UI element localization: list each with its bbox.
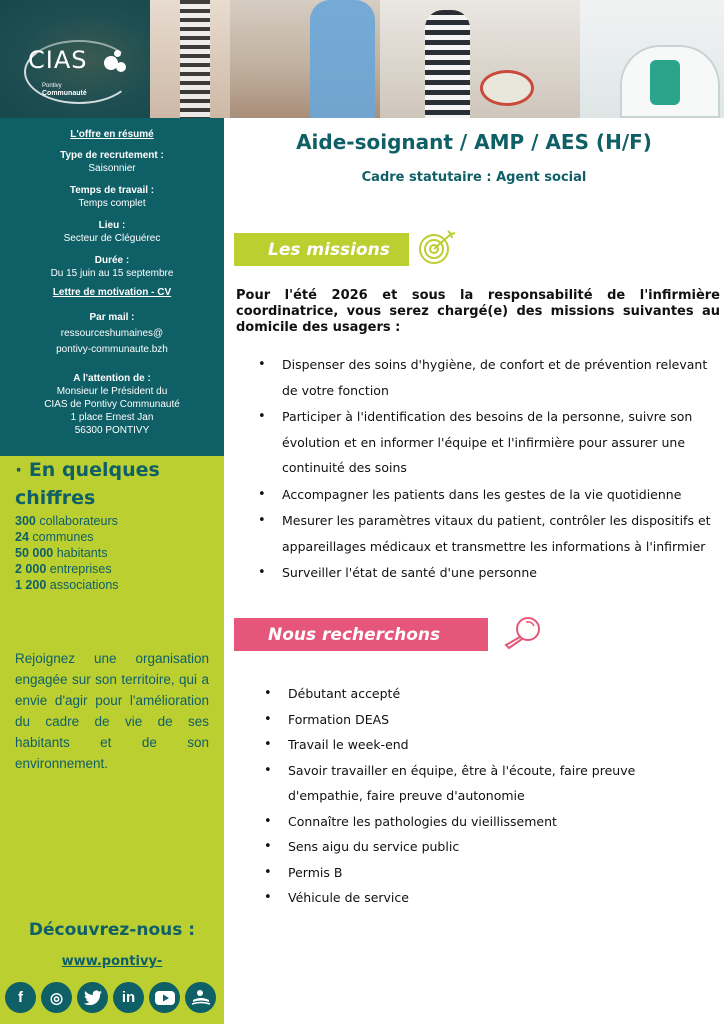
- logo-name: CIAS: [28, 46, 88, 74]
- target-icon: [417, 229, 457, 270]
- summary-field-time: [0, 184, 224, 210]
- logo-org-line2: Communauté: [42, 90, 87, 97]
- summary-field-place: [0, 219, 224, 245]
- figure-label: communes: [32, 530, 94, 544]
- field-value: Secteur de Cléguérec: [63, 233, 161, 244]
- missions-heading: Les missions: [234, 233, 409, 266]
- field-value: Du 15 juin au 15 septembre: [50, 268, 174, 279]
- figure-number: 50 000: [15, 546, 54, 560]
- list-item: • Permis B: [244, 860, 714, 886]
- list-item: • Accompagner les patients dans les gestes de la vie quotidienne: [238, 482, 718, 508]
- figure-label: entreprises: [49, 562, 112, 576]
- figure-item: [15, 561, 119, 577]
- header-banner: [0, 0, 724, 118]
- missions-section-header: [234, 233, 457, 266]
- list-item: • Sens aigu du service public: [244, 834, 714, 860]
- field-label: Temps de travail :: [69, 185, 155, 196]
- figure-label: habitants: [56, 546, 108, 560]
- banner-photo-nurse: [580, 0, 724, 118]
- figures-panel: [0, 456, 224, 1024]
- banner-photo-care: [230, 0, 380, 118]
- recherche-section-header: [234, 618, 546, 651]
- list-item: • Surveiller l'état de santé d'une personne: [238, 560, 718, 586]
- recherche-heading: Nous recherchons: [234, 618, 488, 651]
- pitch-text: Rejoignez une organisation engagée sur son territoire, qui a envie d'agir pour l'amélioration du cadre de vie de ses habitants et de son environnement.: [15, 651, 209, 771]
- list-item: • Travail le week-end: [244, 732, 714, 758]
- website-link[interactable]: www.pontivy-: [61, 954, 163, 969]
- figures-title-line1: · En quelques: [15, 459, 160, 481]
- job-title: Aide-soignant / AMP / AES (H/F): [296, 130, 652, 154]
- field-label: Lieu :: [98, 220, 126, 231]
- summary-field-duration: [0, 254, 224, 280]
- cias-logo: [24, 36, 134, 108]
- attention-line: 1 place Ernest Jan: [70, 412, 154, 423]
- attention-line: 56300 PONTIVY: [74, 425, 150, 436]
- mail-label: Par mail :: [89, 312, 135, 323]
- mail-block: [0, 310, 224, 358]
- figure-number: 1 200: [15, 578, 47, 592]
- attention-line: CIAS de Pontivy Communauté: [44, 399, 180, 410]
- territory-icon[interactable]: [185, 982, 216, 1013]
- figures-title: [15, 456, 160, 512]
- recherche-list: [244, 681, 714, 911]
- missions-intro: Pour l'été 2026 et sous la responsabilité de l'infirmière coordinatrice, vous serez chargé(e) des missions suivantes au domicile des usagers :: [236, 288, 720, 335]
- attention-line: Monsieur le Président du: [56, 386, 168, 397]
- magnifier-icon: [496, 615, 546, 654]
- application-docs: Lettre de motivation - CV: [52, 287, 172, 298]
- figure-label: associations: [49, 578, 119, 592]
- figure-item: [15, 529, 119, 545]
- figure-item: [15, 545, 119, 561]
- job-subtitle: Cadre statutaire : Agent social: [361, 170, 587, 185]
- figure-number: 24: [15, 530, 29, 544]
- social-links: [5, 982, 216, 1013]
- missions-list: [238, 352, 718, 587]
- attention-label: A l'attention de :: [73, 373, 151, 384]
- linkedin-icon[interactable]: in: [113, 982, 144, 1013]
- facebook-icon[interactable]: f: [5, 982, 36, 1013]
- list-item: • Débutant accepté: [244, 681, 714, 707]
- figure-label: collaborateurs: [39, 514, 118, 528]
- list-item: • Mesurer les paramètres vitaux du patient, contrôler les dispositifs et appareillages médicaux et transmettre les informations à l'infirmier: [238, 508, 718, 559]
- twitter-icon[interactable]: [77, 982, 108, 1013]
- logo-subtitle: [42, 83, 87, 97]
- figure-number: 300: [15, 514, 36, 528]
- field-value: Saisonnier: [88, 163, 136, 174]
- figure-number: 2 000: [15, 562, 47, 576]
- banner-photo-children: [380, 0, 580, 118]
- summary-field-type: [0, 149, 224, 175]
- list-item: • Connaître les pathologies du vieillissement: [244, 809, 714, 835]
- offer-summary-panel: [0, 118, 224, 456]
- logo-org-line1: Pontivy: [42, 83, 62, 89]
- summary-title: L'offre en résumé: [70, 129, 154, 140]
- instagram-icon[interactable]: ◎: [41, 982, 72, 1013]
- field-value: Temps complet: [78, 198, 146, 209]
- figure-item: [15, 513, 119, 529]
- field-label: Type de recrutement :: [60, 150, 164, 161]
- list-item: • Formation DEAS: [244, 707, 714, 733]
- mail-address-line2[interactable]: pontivy-communaute.bzh: [56, 344, 168, 355]
- attention-block: [0, 372, 224, 437]
- figures-list: [15, 513, 119, 593]
- field-label: Durée :: [94, 255, 130, 266]
- main-content: [224, 118, 724, 1024]
- list-item: • Savoir travailler en équipe, être à l'écoute, faire preuve d'empathie, faire preuve d'autonomie: [244, 758, 714, 809]
- list-item: • Dispenser des soins d'hygiène, de confort et de prévention relevant de votre fonction: [238, 352, 718, 403]
- figure-item: [15, 577, 119, 593]
- discover-heading: Découvrez-nous :: [28, 920, 196, 940]
- figures-title-line2: chiffres: [15, 487, 96, 509]
- mail-address-line1[interactable]: ressourceshumaines@: [60, 328, 164, 339]
- banner-photo-elderly: [150, 0, 230, 118]
- list-item: • Véhicule de service: [244, 885, 714, 911]
- list-item: • Participer à l'identification des besoins de la personne, suivre son évolution et en informer l'équipe et l'infirmière pour assurer une continuité des soins: [238, 404, 718, 481]
- youtube-icon[interactable]: [149, 982, 180, 1013]
- logo-dots-icon: [102, 50, 126, 74]
